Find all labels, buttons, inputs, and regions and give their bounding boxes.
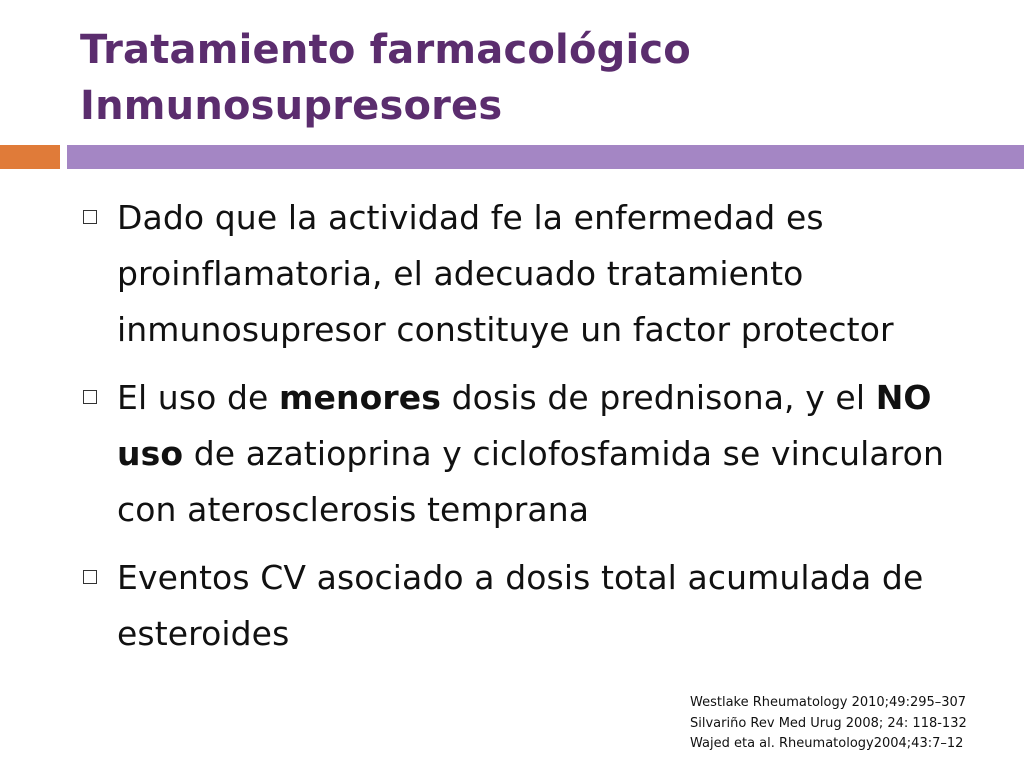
bullet-text: Dado que la actividad fe la enfermedad es proinflamatoria, el adecuado tratamiento inmunosupresor constituye un factor protector (117, 198, 894, 349)
slide-title (80, 22, 980, 134)
bullet-item (80, 550, 980, 662)
title-line-1: Tratamiento farmacológico (80, 27, 691, 73)
square-bullet-icon (83, 390, 97, 404)
bullet-item (80, 190, 980, 358)
bullet-list (80, 190, 980, 674)
square-bullet-icon (83, 210, 97, 224)
reference-line: Silvariño Rev Med Urug 2008; 24: 118-132 (690, 715, 967, 731)
bullet-text-part: dosis de prednisona, y el (440, 378, 876, 417)
bullet-bold-text: NO uso (117, 378, 932, 473)
bullet-text-part: de azatioprina y ciclofosfamida se vincularon con aterosclerosis temprana (117, 434, 944, 529)
accent-bar-purple (67, 145, 1024, 169)
title-line-2: Inmunosupresores (80, 83, 503, 129)
reference-line: Westlake Rheumatology 2010;49:295–307 (690, 695, 967, 710)
references (690, 693, 1010, 755)
bullet-text: Eventos CV asociado a dosis total acumulada de esteroides (117, 558, 924, 653)
accent-bar-orange (0, 145, 60, 169)
bullet-text-part: El uso de (117, 378, 280, 417)
bullet-item (80, 370, 980, 538)
square-bullet-icon (83, 570, 97, 584)
bullet-bold-text: menores (279, 378, 441, 417)
reference-line: Wajed eta al. Rheumatology2004;43:7–12 (690, 736, 964, 751)
